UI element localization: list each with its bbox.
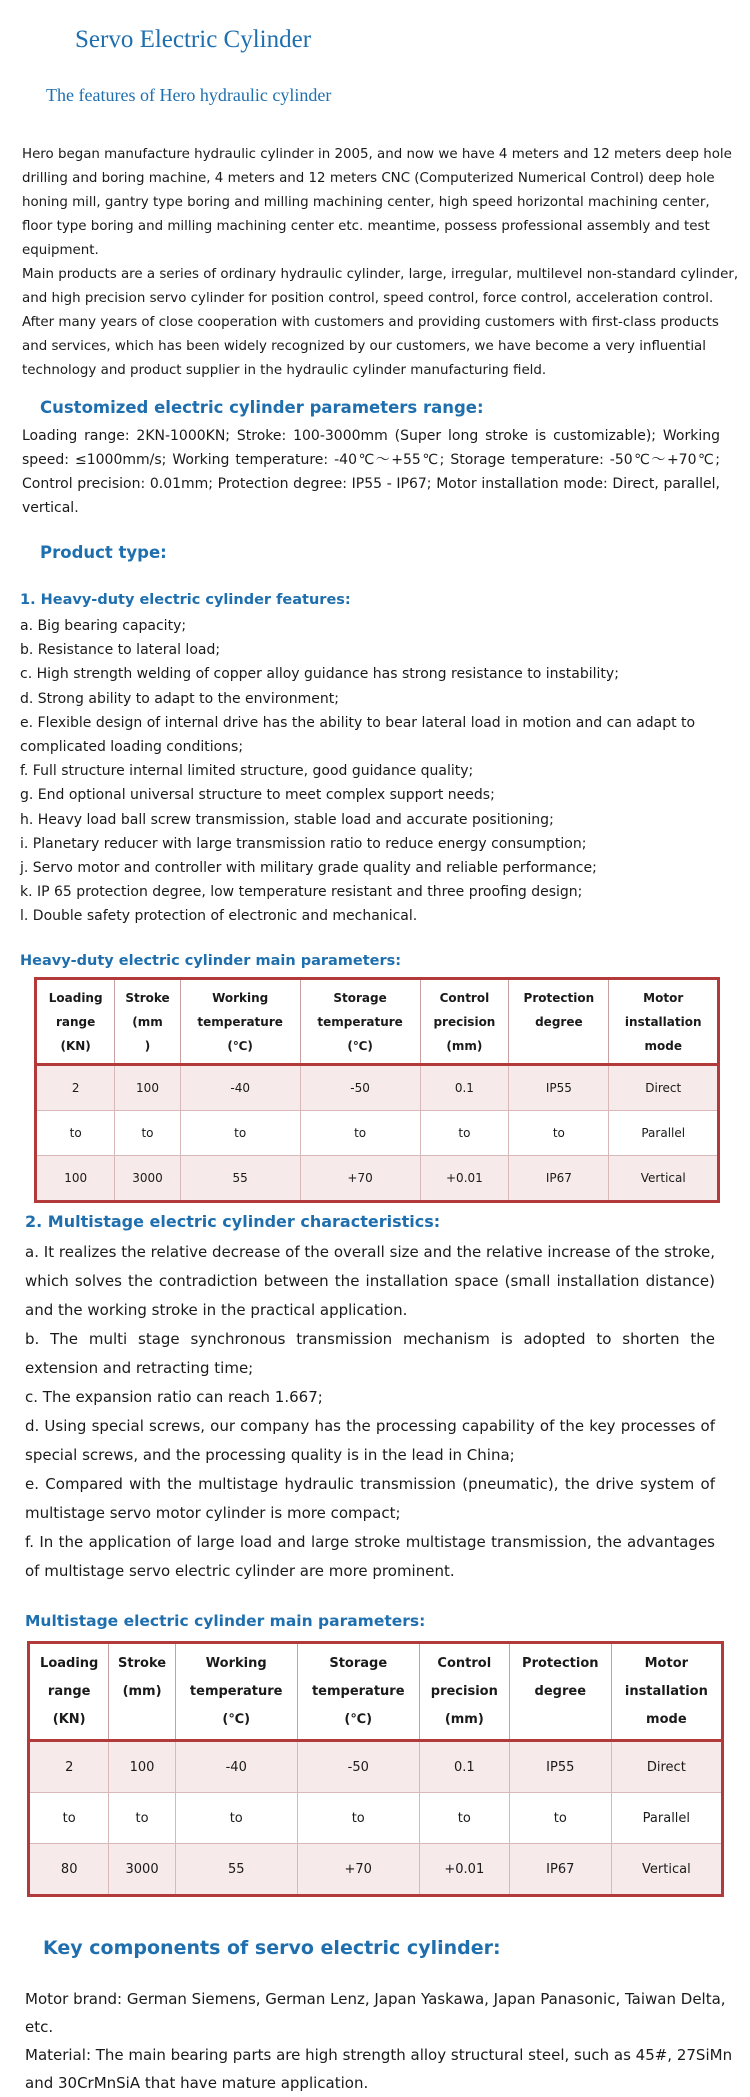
table-header-protection-degree: Protection degree bbox=[509, 1643, 611, 1741]
intro-paragraph: Hero began manufacture hydraulic cylinder in 2005, and now we have 4 meters and 12 meters deep hole drilling and boring machine, 4 meters and 12 meters CNC (Computerized Numerical Control) deep hole honing mill, gantry type boring and milling machining center, high speed horizontal machining center, floor type boring and milling machining center etc. meantime, possess professional assembly and test equipment. bbox=[22, 147, 732, 258]
table-cell: to bbox=[109, 1793, 175, 1844]
table-header-control-precision: Control precision (mm) bbox=[419, 1643, 509, 1741]
table-header-working-temperature: Working temperature (℃) bbox=[175, 1643, 297, 1741]
list-item: d. Strong ability to adapt to the environment; bbox=[20, 690, 339, 707]
table-cell: 55 bbox=[180, 1156, 300, 1202]
list-item: k. IP 65 protection degree, low temperature resistant and three proofing design; bbox=[20, 884, 583, 901]
intro-paragraph: Main products are a series of ordinary hydraulic cylinder, large, irregular, multilevel non-standard cylinder, and high precision servo cylinder for position control, speed control, force control, acceleration control. bbox=[22, 267, 739, 306]
list-item: e. Flexible design of internal drive has the ability to bear lateral load in motion and can adapt to complicated loading conditions; bbox=[20, 714, 696, 756]
list-item: a. It realizes the relative decrease of the overall size and the relative increase of the stroke, which solves the contradiction between the installation space (small installation distance) and the working stroke in the practical application. bbox=[25, 1243, 715, 1319]
table-cell: IP55 bbox=[509, 1065, 609, 1111]
list-item: e. Compared with the multistage hydraulic transmission (pneumatic), the drive system of multistage servo motor cylinder is more compact; bbox=[25, 1475, 715, 1522]
table-cell: to bbox=[297, 1793, 419, 1844]
table-cell: Vertical bbox=[609, 1156, 719, 1202]
table-cell: to bbox=[509, 1111, 609, 1156]
table-cell: IP55 bbox=[509, 1741, 611, 1793]
table-cell: to bbox=[420, 1111, 509, 1156]
table-row bbox=[36, 1156, 719, 1202]
list-item: a. Big bearing capacity; bbox=[20, 618, 187, 634]
intro-paragraphs bbox=[22, 143, 742, 383]
custom-range-heading: Customized electric cylinder parameters range: bbox=[40, 398, 484, 417]
table-cell: 80 bbox=[29, 1844, 109, 1896]
table-cell: to bbox=[36, 1111, 115, 1156]
key-components-line: Material: The main bearing parts are high strength alloy structural steel, such as 45#, 27SiMn and 30CrMnSiA that have mature application. bbox=[25, 2046, 733, 2092]
list-item: l. Double safety protection of electronic and mechanical. bbox=[20, 908, 418, 925]
table-cell: 0.1 bbox=[420, 1065, 509, 1111]
table-cell: Direct bbox=[611, 1741, 722, 1793]
custom-range-text: Loading range: 2KN-1000KN; Stroke: 100-3000mm (Super long stroke is customizable); Working speed: ≤1000mm/s; Working temperature: -40℃～+55℃; Storage temperature: -50℃～+70℃; Control precision: 0.01mm; Protection degree: IP55 - IP67; Motor installation mode: Direct, parallel, vertical. bbox=[22, 428, 720, 516]
table-cell: Vertical bbox=[611, 1844, 722, 1896]
table-cell: 55 bbox=[175, 1844, 297, 1896]
table-cell: 3000 bbox=[115, 1156, 180, 1202]
table-cell: to bbox=[509, 1793, 611, 1844]
table-cell: IP67 bbox=[509, 1844, 611, 1896]
table-cell: 100 bbox=[36, 1156, 115, 1202]
list-item: f. In the application of large load and large stroke multistage transmission, the advantages of multistage servo electric cylinder are more prominent. bbox=[25, 1533, 715, 1580]
table-cell: to bbox=[29, 1793, 109, 1844]
page-subtitle: The features of Hero hydraulic cylinder bbox=[46, 85, 332, 105]
table-cell: to bbox=[419, 1793, 509, 1844]
table-cell: to bbox=[175, 1793, 297, 1844]
list-item: b. The multi stage synchronous transmission mechanism is adopted to shorten the extension and retracting time; bbox=[25, 1330, 715, 1377]
key-components-heading: Key components of servo electric cylinder: bbox=[43, 1937, 501, 1959]
list-item: c. The expansion ratio can reach 1.667; bbox=[25, 1388, 323, 1406]
table-cell: -50 bbox=[300, 1065, 420, 1111]
table-cell: 100 bbox=[115, 1065, 180, 1111]
table-cell: IP67 bbox=[509, 1156, 609, 1202]
multistage-params-table bbox=[27, 1641, 724, 1897]
list-item: g. End optional universal structure to meet complex support needs; bbox=[20, 787, 495, 804]
heavy-duty-params-table bbox=[34, 977, 720, 1203]
key-components-text bbox=[25, 1985, 735, 2097]
table-cell: +0.01 bbox=[420, 1156, 509, 1202]
list-item: d. Using special screws, our company has the processing capability of the key processes of special screws, and the processing quality is in the lead in China; bbox=[25, 1417, 715, 1464]
table-cell: +0.01 bbox=[419, 1844, 509, 1896]
key-components-line: Motor brand: German Siemens, German Lenz, Japan Yaskawa, Japan Panasonic, Taiwan Delta, etc. bbox=[25, 1990, 726, 2036]
multistage-characteristics-list bbox=[25, 1238, 715, 1586]
table-cell: 0.1 bbox=[419, 1741, 509, 1793]
table-row bbox=[36, 1111, 719, 1156]
heavy-duty-features-list bbox=[20, 614, 735, 929]
table-cell: to bbox=[115, 1111, 180, 1156]
table-cell: Direct bbox=[609, 1065, 719, 1111]
table-row bbox=[29, 1793, 723, 1844]
multistage-characteristics-heading: 2. Multistage electric cylinder characteristics: bbox=[25, 1212, 441, 1231]
table-cell: 3000 bbox=[109, 1844, 175, 1896]
product-type-heading: Product type: bbox=[40, 543, 167, 562]
table-cell: -40 bbox=[175, 1741, 297, 1793]
table-cell: +70 bbox=[300, 1156, 420, 1202]
table-header-motor-installation-mode: Motor installation mode bbox=[609, 979, 719, 1065]
table-cell: +70 bbox=[297, 1844, 419, 1896]
list-item: i. Planetary reducer with large transmission ratio to reduce energy consumption; bbox=[20, 835, 587, 852]
list-item: j. Servo motor and controller with military grade quality and reliable performance; bbox=[20, 860, 597, 877]
table-row bbox=[29, 1844, 723, 1896]
list-item: f. Full structure internal limited structure, good guidance quality; bbox=[20, 763, 474, 780]
intro-paragraph: After many years of close cooperation with customers and providing customers with first-class products and services, which has been widely recognized by our customers, we have become a very influential technology and product supplier in the hydraulic cylinder manufacturing field. bbox=[22, 315, 719, 378]
table-cell: -40 bbox=[180, 1065, 300, 1111]
table-cell: to bbox=[300, 1111, 420, 1156]
table-cell: 2 bbox=[29, 1741, 109, 1793]
table-row bbox=[29, 1741, 723, 1793]
heavy-duty-params-heading: Heavy-duty electric cylinder main parameters: bbox=[20, 953, 402, 969]
table-header-working-temperature: Working temperature (℃) bbox=[180, 979, 300, 1065]
table-cell: Parallel bbox=[611, 1793, 722, 1844]
list-item: b. Resistance to lateral load; bbox=[20, 642, 221, 659]
table-header-stroke: Stroke (mm ) bbox=[115, 979, 180, 1065]
multistage-params-heading: Multistage electric cylinder main parameters: bbox=[25, 1612, 426, 1630]
table-header-storage-temperature: Storage temperature (℃) bbox=[297, 1643, 419, 1741]
table-header-protection-degree: Protection degree bbox=[509, 979, 609, 1065]
table-cell: 100 bbox=[109, 1741, 175, 1793]
table-header-loading-range: Loading range (KN) bbox=[29, 1643, 109, 1741]
table-cell: to bbox=[180, 1111, 300, 1156]
table-cell: -50 bbox=[297, 1741, 419, 1793]
table-header-storage-temperature: Storage temperature (℃) bbox=[300, 979, 420, 1065]
table-header-loading-range: Loading range (KN) bbox=[36, 979, 115, 1065]
table-cell: 2 bbox=[36, 1065, 115, 1111]
list-item: h. Heavy load ball screw transmission, stable load and accurate positioning; bbox=[20, 811, 554, 828]
table-header-stroke: Stroke (mm) bbox=[109, 1643, 175, 1741]
heavy-duty-features-heading: 1. Heavy-duty electric cylinder features: bbox=[20, 592, 351, 608]
page-title: Servo Electric Cylinder bbox=[75, 26, 312, 53]
table-cell: Parallel bbox=[609, 1111, 719, 1156]
list-item: c. High strength welding of copper alloy guidance has strong resistance to instability; bbox=[20, 666, 619, 683]
table-header-motor-installation-mode: Motor installation mode bbox=[611, 1643, 722, 1741]
table-header-control-precision: Control precision (mm) bbox=[420, 979, 509, 1065]
table-row bbox=[36, 1065, 719, 1111]
